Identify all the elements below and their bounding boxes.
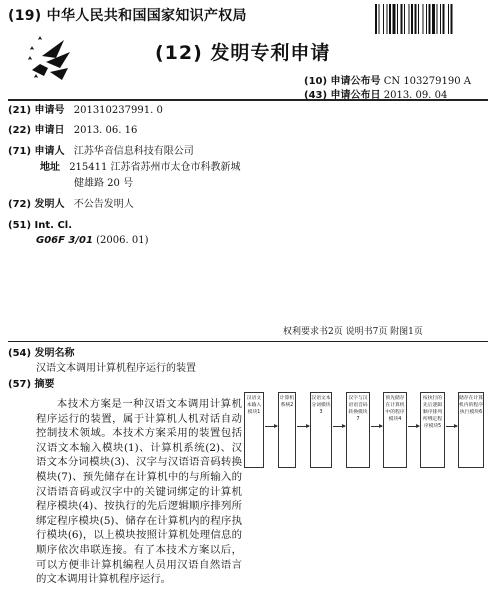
- abstract-figure: [244, 392, 494, 472]
- inventor-value: 不公告发明人: [73, 199, 134, 210]
- application-number-label: (21) 申请号: [8, 105, 65, 116]
- flow-arrow-6: [446, 426, 457, 427]
- application-number-line: [8, 104, 163, 118]
- invention-name-label: [8, 347, 75, 361]
- ipc-label-text: (51) Int. Cl.: [8, 220, 73, 231]
- inventor-line: [8, 198, 134, 212]
- publication-number-line: [304, 72, 471, 87]
- inventor-label: (72) 发明人: [8, 199, 65, 210]
- publication-number-label: (10) 申请公布号: [304, 76, 381, 87]
- abstract-divider: [8, 341, 488, 342]
- invention-name: 汉语文本调用计算机程序运行的装置: [36, 363, 196, 374]
- flow-box-6: 按执行的先后逻辑顺序排列所绑定程序模块5: [420, 392, 445, 468]
- applicant-line: [8, 145, 194, 159]
- abstract-label-text: (57) 摘要: [8, 379, 55, 390]
- flow-box-7: 储存在计算机内的程序执行模块6: [458, 392, 484, 468]
- document-title: (12) 发明专利申请: [155, 42, 331, 64]
- application-number: 201310237991. 0: [73, 105, 163, 116]
- header-divider: [8, 99, 488, 101]
- address-text-2: 健雄路 20 号: [74, 178, 134, 189]
- barcode-image: [375, 4, 489, 34]
- flow-box-2: 计算机系统2: [278, 392, 296, 468]
- flow-box-5: 预先储存在计算机中的程序模块4: [383, 392, 407, 468]
- flow-arrow-1: [265, 426, 277, 427]
- ipc-version: (2006. 01): [96, 235, 149, 246]
- address-label: 地址: [40, 162, 60, 173]
- ipc-label: [8, 219, 72, 233]
- page-count-summary: 权利要求书2页 说明书7页 附图1页: [283, 327, 423, 337]
- ipc-classification: [36, 234, 149, 248]
- publication-date-label: (43) 申请公布日: [304, 90, 381, 101]
- abstract-label: [8, 378, 55, 392]
- flow-box-1: 汉语文本输入模块1: [244, 392, 264, 468]
- flow-arrow-4: [371, 426, 382, 427]
- applicant-name: 江苏华音信息科技有限公司: [73, 146, 194, 157]
- ipc-code: G06F 3/01: [36, 235, 93, 246]
- publication-date: 2013. 09. 04: [383, 90, 448, 101]
- applicant-label: (71) 申请人: [8, 146, 65, 157]
- filing-date: 2013. 06. 16: [73, 125, 138, 136]
- flow-arrow-5: [408, 426, 419, 427]
- office-name: (19) 中华人民共和国国家知识产权局: [8, 8, 247, 24]
- filing-date-line: [8, 124, 137, 138]
- invention-name-label-text: (54) 发明名称: [8, 348, 75, 359]
- publication-number: CN 103279190 A: [383, 76, 471, 87]
- address-line: [40, 161, 241, 175]
- cnipa-emblem-logo: [26, 34, 76, 84]
- flow-box-4: 汉字与汉语语音码转换模块7: [346, 392, 370, 468]
- flow-arrow-2: [297, 426, 309, 427]
- filing-date-label: (22) 申请日: [8, 125, 65, 136]
- flow-box-3: 汉语文本分词模块3: [310, 392, 332, 468]
- abstract-text: 本技术方案是一种汉语文本调用计算机程序运行的装置，属于计算机人机对话自动控制技术领域。本技术方案采用的装置包括汉语文本输入模块(1)、计算机系统(2)、汉语文本分词模块(3)、汉字与汉语语音码转换模块(7)、预先储存在计算机中的与所输入的汉语语音码或汉字中的关键词绑定的计算机程序模块(4)、按执行的先后逻辑顺序排列所绑定程序模块(5)、储存在计算机内的程序执行模块(6)，以上模块按照计算机处理信息的顺序依次串联连接。有了本技术方案以后，可以方便非计算机编程人员用汉语自然语言的文本调用计算机程序运行。: [36, 398, 242, 586]
- address-text-1: 215411 江苏省苏州市太仓市科教新城: [69, 162, 241, 173]
- flow-arrow-3: [333, 426, 345, 427]
